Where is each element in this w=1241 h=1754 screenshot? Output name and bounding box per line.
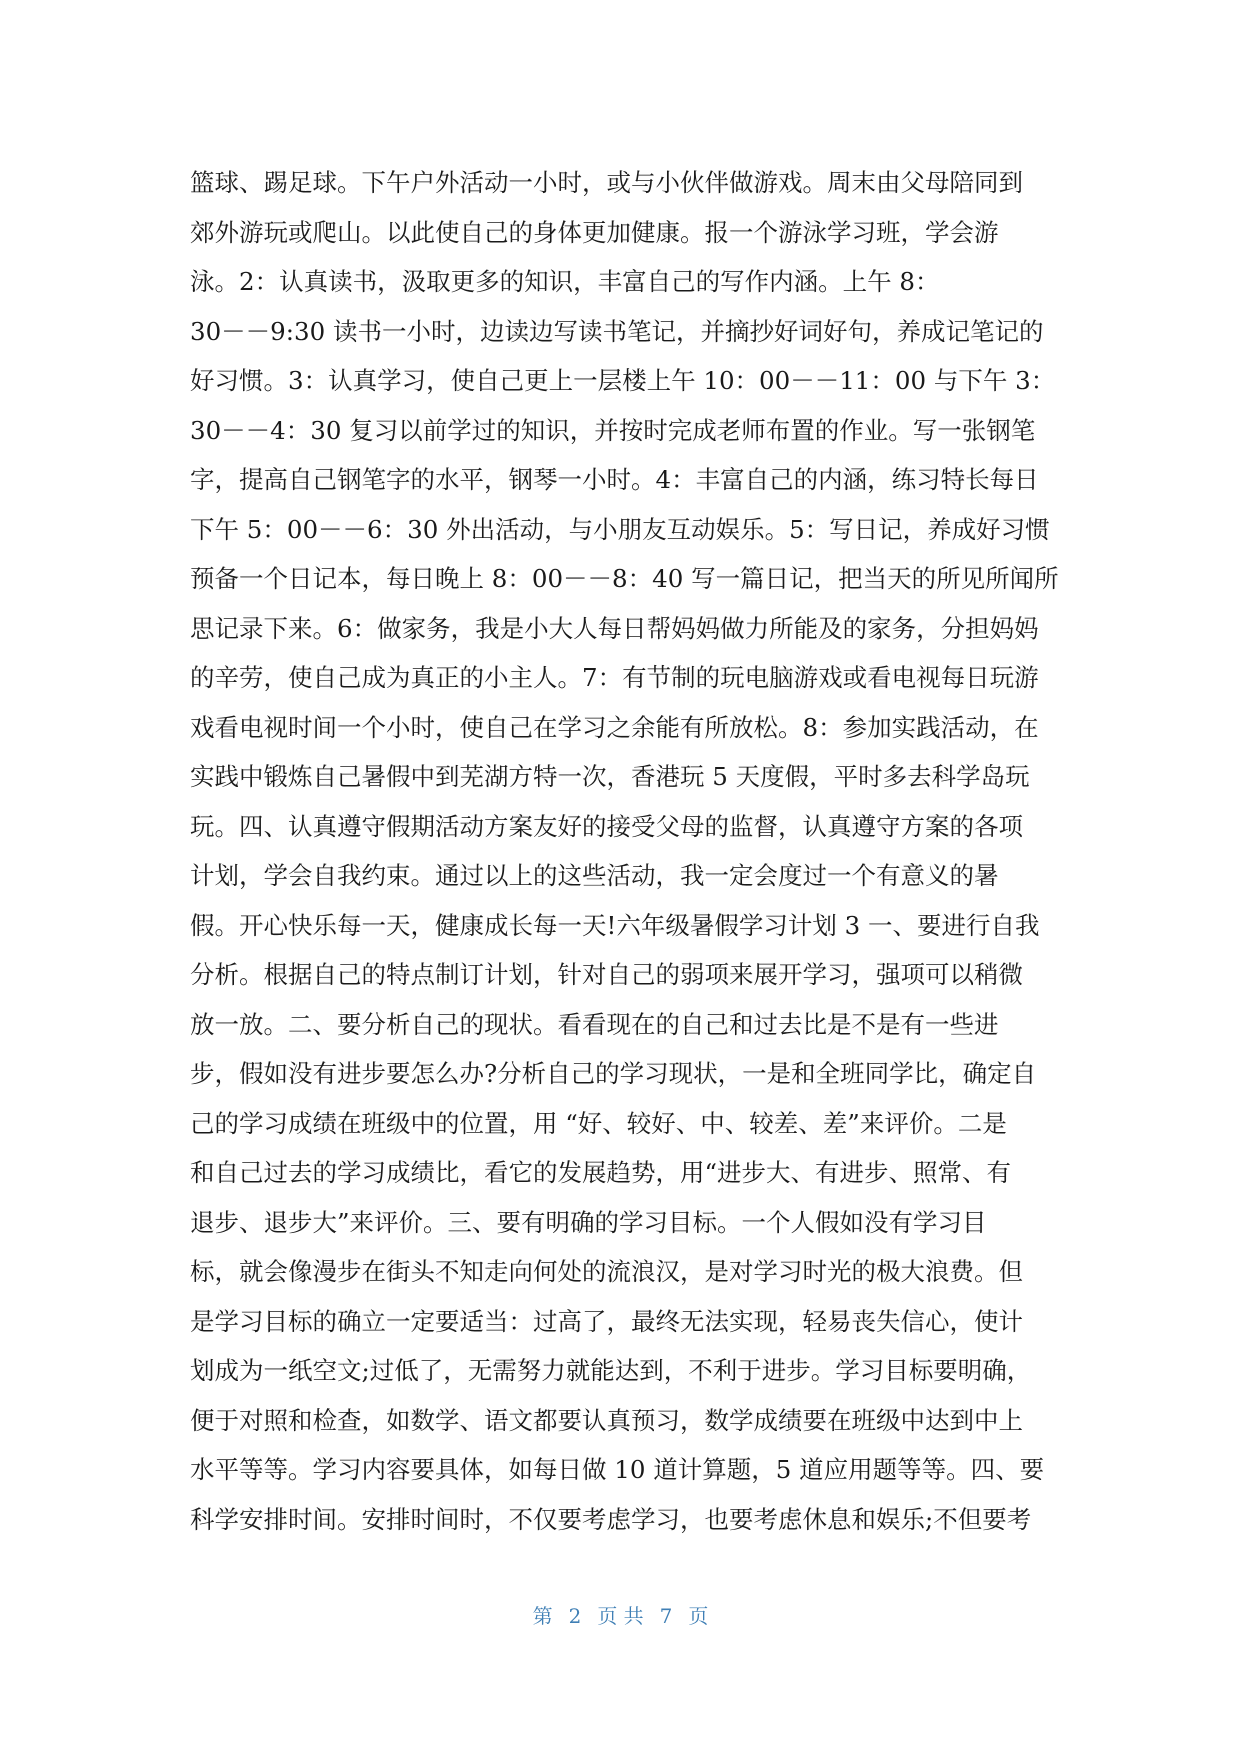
text-line: 玩。四、认真遵守假期活动方案友好的接受父母的监督，认真遵守方案的各项 [190, 811, 1023, 841]
text-line: 郊外游玩或爬山。以此使自己的身体更加健康。报一个游泳学习班，学会游 [190, 217, 999, 247]
text-line: 好习惯。3：认真学习，使自己更上一层楼上午 10：00－－11：00 与下午 3： [190, 366, 1056, 395]
footer-label-end: 页 [688, 1604, 709, 1628]
page-footer [0, 1600, 1241, 1629]
text-line: 假。开心快乐每一天，健康成长每一天!六年级暑假学习计划 3 一、要进行自我 [190, 910, 1040, 940]
text-line: 科学安排时间。安排时间时，不仅要考虑学习，也要考虑休息和娱乐;不但要考 [190, 1504, 1032, 1534]
text-line: 篮球、踢足球。下午户外活动一小时，或与小伙伴做游戏。周末由父母陪同到 [190, 168, 1023, 197]
text-line: 的辛劳，使自己成为真正的小主人。7：有节制的玩电脑游戏或看电视每日玩游 [190, 663, 1039, 692]
footer-current-page: 2 [568, 1604, 582, 1628]
text-line: 划成为一纸空文;过低了，无需努力就能达到，不利于进步。学习目标要明确， [190, 1356, 1032, 1385]
text-line: 退步、退步大”来评价。三、要有明确的学习目标。一个人假如没有学习目 [190, 1207, 987, 1237]
text-line: 放一放。二、要分析自己的现状。看看现在的自己和过去比是不是有一些进 [190, 1009, 999, 1039]
body-text [190, 158, 1070, 1544]
text-line: 和自己过去的学习成绩比，看它的发展趋势，用“进步大、有进步、照常、有 [190, 1158, 1012, 1187]
text-line: 30－－9:30 读书一小时，边读边写读书笔记，并摘抄好词好句，养成记笔记的 [190, 316, 1044, 346]
text-line: 标，就会像漫步在街头不知走向何处的流浪汉，是对学习时光的极大浪费。但 [190, 1257, 1023, 1286]
text-line: 实践中锻炼自己暑假中到芜湖方特一次，香港玩 5 天度假，平时多去科学岛玩 [190, 762, 1030, 791]
text-line: 是学习目标的确立一定要适当：过高了，最终无法实现，轻易丧失信心，使计 [190, 1306, 1023, 1336]
text-line: 便于对照和检查，如数学、语文都要认真预习，数学成绩要在班级中达到中上 [190, 1405, 1023, 1435]
text-line: 思记录下来。6：做家务，我是小大人每日帮妈妈做力所能及的家务，分担妈妈 [190, 613, 1039, 643]
text-line: 计划，学会自我约束。通过以上的这些活动，我一定会度过一个有意义的暑 [190, 861, 999, 890]
text-line: 分析。根据自己的特点制订计划，针对自己的弱项来展开学习，强项可以稍微 [190, 960, 1023, 989]
footer-label-page: 第 [532, 1604, 553, 1628]
text-line: 戏看电视时间一个小时，使自己在学习之余能有所放松。8：参加实践活动，在 [190, 712, 1039, 742]
text-line: 下午 5：00－－6：30 外出活动，与小朋友互动娱乐。5：写日记，养成好习惯 [190, 514, 1050, 544]
footer-total-pages: 7 [659, 1604, 673, 1628]
text-line: 预备一个日记本，每日晚上 8：00－－8：40 写一篇日记，把当天的所见所闻所 [190, 564, 1059, 593]
text-line: 字，提高自己钢笔字的水平，钢琴一小时。4：丰富自己的内涵，练习特长每日 [190, 465, 1039, 494]
text-line: 泳。2：认真读书，汲取更多的知识，丰富自己的写作内涵。上午 8： [190, 267, 940, 296]
text-line: 水平等等。学习内容要具体，如每日做 10 道计算题，5 道应用题等等。四、要 [190, 1455, 1045, 1484]
text-line: 30－－4：30 复习以前学过的知识，并按时完成老师布置的作业。写一张钢笔 [190, 415, 1036, 445]
text-line: 步，假如没有进步要怎么办?分析自己的学习现状，一是和全班同学比，确定自 [190, 1059, 1037, 1088]
footer-label-total: 页 共 [597, 1604, 644, 1628]
text-line: 己的学习成绩在班级中的位置，用 “好、较好、中、较差、差”来评价。二是 [190, 1108, 1007, 1138]
